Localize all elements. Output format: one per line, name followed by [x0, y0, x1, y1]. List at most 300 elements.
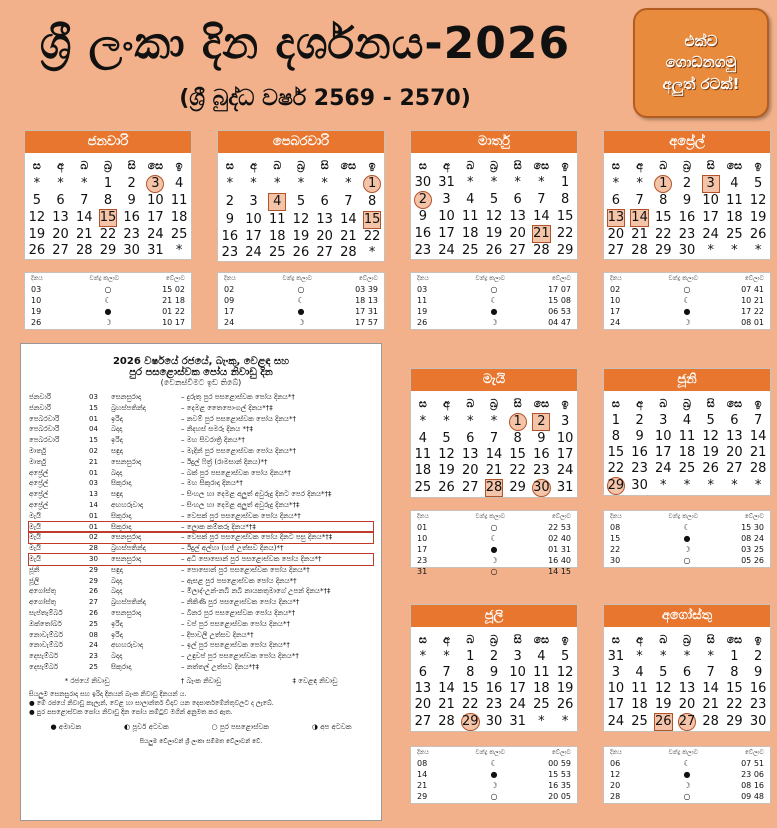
day-cell: 25: [461, 243, 479, 258]
day-cell: 1: [506, 413, 530, 431]
day-cell: 7: [635, 193, 644, 208]
weekday-label: සි: [513, 633, 522, 646]
day-cell: 23: [485, 697, 503, 712]
month-name: ජූනි: [604, 369, 770, 391]
day-cell: 18: [461, 226, 479, 241]
holiday-row: සැප්තැම්බර් 26 සෙනසුරාදා – බිනර පුර පසළොස්වක පෝය දිනය*†: [29, 608, 296, 617]
moon-row: 19 ● 06 53: [417, 307, 571, 316]
day-cell: 14: [749, 429, 767, 444]
day-cell: 7: [442, 665, 451, 680]
day-cell: 17: [655, 445, 672, 460]
day-cell: 16: [485, 681, 503, 696]
moon-header: වේලාව: [744, 749, 764, 756]
moon-header: චන්ද්‍ර කලාව: [668, 275, 699, 282]
day-cell: 24: [509, 697, 526, 712]
day-cell: 24: [655, 461, 672, 476]
weekday-label: අ: [250, 159, 257, 172]
weekday-label: ස: [418, 159, 427, 172]
day-cell: 19: [438, 463, 455, 478]
day-cell: 3: [442, 192, 451, 207]
weekday-label: සි: [127, 159, 136, 172]
month-name: ජූලි: [411, 605, 577, 627]
weekday-label: ස: [418, 397, 427, 410]
day-cell: 9: [753, 665, 763, 680]
weekday-label: ඉ: [561, 633, 569, 646]
day-cell: 29: [509, 480, 526, 495]
holiday-row: ජූලි 29 බදාදා – ඇසළ පුර පසළොස්වක පෝය දිනය*†: [29, 576, 297, 585]
day-cell: 12: [28, 210, 46, 225]
day-cell: 8: [560, 192, 570, 207]
day-cell: 4: [682, 413, 692, 428]
weekday-label: ඉ: [175, 159, 183, 172]
day-cell: 18: [726, 210, 743, 225]
weekday-label: බ: [273, 159, 282, 172]
moon-phase-table: [410, 272, 578, 330]
weekday-label: බ: [466, 159, 475, 172]
day-cell: 6: [320, 194, 329, 209]
day-cell: 22: [607, 461, 625, 476]
weekday-label: ස: [418, 633, 427, 646]
day-cell: 11: [678, 429, 696, 444]
day-cell: 9: [127, 193, 136, 208]
moon-row: 20 ☽ 08 16: [610, 781, 764, 790]
day-cell: 31: [147, 243, 164, 258]
page-title: ශ්‍රී ලංකා දින දර්ශනය-2026: [39, 18, 571, 69]
key-item: ◑ අප අටවක: [311, 722, 352, 731]
day-cell: 5: [296, 194, 306, 209]
weekday-label: බ්‍ර: [683, 159, 691, 172]
holiday-note: (වෙනස්විමට ඉඩ තිබේ): [160, 378, 242, 387]
key-item: ◐ පූර්ව අටවක: [124, 722, 169, 731]
day-cell: 3: [513, 649, 522, 664]
weekday-label: බ: [466, 633, 475, 646]
day-cell: 14: [340, 212, 357, 227]
moon-row: 02 ○ 03 39: [224, 285, 378, 294]
day-cell: 9: [682, 193, 692, 208]
day-cell: 5: [489, 192, 499, 207]
weekday-label: බ්‍ර: [683, 397, 691, 410]
day-cell: *: [754, 243, 762, 258]
day-cell: 31: [607, 649, 625, 664]
note-text: ● මේ රජයේ නිවාඩු කැලැන්, වෙළ හා සාලාන්තර් චිදාව යන දෙපාර්තමේන්තුවලට ද ලැබේ.: [29, 698, 274, 707]
holiday-row: ජනවාරි 15 බ්‍රහස්පතින්දා – දෙමළ තෛපොංගල් දිනය*†‡: [29, 403, 273, 412]
day-cell: *: [707, 649, 714, 664]
moon-phase-table: [410, 510, 578, 576]
day-cell: 15: [509, 447, 526, 462]
day-cell: 31: [556, 480, 574, 495]
day-cell: 11: [414, 447, 432, 462]
day-cell: 1: [103, 176, 113, 191]
day-cell: 3: [699, 175, 723, 193]
day-cell: 23: [123, 227, 140, 242]
moon-header: වේලාව: [551, 513, 571, 520]
day-cell: 13: [678, 681, 696, 696]
day-cell: 27: [607, 243, 625, 258]
day-cell: 20: [726, 445, 743, 460]
month-calendar: [410, 604, 578, 732]
day-cell: 17: [556, 447, 574, 462]
holiday-legend: [29, 677, 373, 686]
day-cell: 6: [682, 665, 692, 680]
moon-row: 28 ○ 09 48: [610, 792, 764, 801]
badge-line: එක්ව: [684, 32, 718, 51]
moon-row: 26 ☽ 04 47: [417, 318, 571, 327]
day-cell: 26: [28, 243, 46, 258]
day-cell: 13: [52, 210, 69, 225]
day-cell: 18: [170, 210, 188, 225]
holiday-row: මැයි 02 සෙනසුරාදා – වෙසක් පුර පසළොස්වක පෝය දිනට පසු දිනය*†‡: [29, 532, 373, 543]
moon-header: චන්ද්‍ර කලාව: [89, 275, 120, 282]
day-cell: 2: [489, 649, 499, 664]
day-cell: *: [419, 649, 427, 664]
day-cell: 17: [245, 229, 262, 244]
moon-row: 15 ● 08 24: [610, 534, 764, 543]
moon-header: චන්ද්‍ර කලාව: [475, 275, 506, 282]
moon-phase-key: [29, 723, 373, 732]
moon-row: 08 ☾ 15 30: [610, 523, 764, 532]
holiday-row: අප්‍රේල් 01 බදාදා – බක් පුර පසළොස්වක පෝය දිනය*†: [29, 468, 291, 477]
day-cell: 28: [438, 714, 455, 729]
weekday-label: බ: [466, 397, 475, 410]
day-cell: 29: [726, 714, 743, 729]
day-cell: 19: [28, 227, 46, 242]
day-cell: 21: [533, 226, 550, 241]
weekday-label: අ: [443, 633, 450, 646]
day-cell: 6: [730, 413, 739, 428]
moon-phase-table: [603, 510, 771, 568]
day-cell: 26: [438, 480, 455, 495]
day-cell: 9: [635, 429, 644, 444]
day-cell: 21: [438, 697, 455, 712]
day-cell: 22: [726, 697, 743, 712]
moon-row: 22 ☽ 03 25: [610, 545, 764, 554]
day-cell: 9: [225, 212, 234, 227]
moon-row: 14 ● 15 53: [417, 770, 571, 779]
weekday-label: බ: [659, 159, 668, 172]
moon-header: දිනය: [224, 275, 236, 282]
weekday-label: බ්‍ර: [297, 159, 305, 172]
day-cell: 1: [466, 649, 475, 664]
day-cell: 10: [607, 681, 625, 696]
day-cell: 28: [702, 714, 719, 729]
day-cell: 27: [316, 245, 333, 260]
day-cell: *: [683, 478, 691, 493]
moon-row: 23 ☽ 16 40: [417, 556, 571, 565]
holiday-notes: [29, 690, 373, 717]
day-cell: 12: [749, 193, 767, 208]
moon-row: 10 ☾ 10 21: [610, 296, 764, 305]
day-cell: 5: [442, 431, 451, 446]
weekday-label: ස: [32, 159, 41, 172]
day-cell: 21: [75, 227, 93, 242]
day-cell: 15: [556, 209, 574, 224]
day-cell: 25: [268, 245, 286, 260]
day-cell: 21: [749, 445, 767, 460]
day-cell: 29: [99, 243, 117, 258]
weekday-label: බ්‍ර: [490, 397, 498, 410]
day-cell: 19: [702, 445, 719, 460]
day-cell: *: [683, 649, 691, 664]
month-calendar: [410, 368, 578, 498]
day-cell: 22: [363, 229, 381, 244]
day-cell: 21: [631, 227, 648, 242]
moon-row: 06 ☾ 07 51: [610, 759, 764, 768]
day-cell: 31: [438, 175, 455, 190]
day-cell: *: [707, 478, 714, 493]
day-cell: *: [297, 176, 305, 191]
day-cell: 24: [245, 245, 262, 260]
moon-phase-table: [603, 272, 771, 330]
day-cell: 14: [631, 210, 648, 225]
weekday-label: අ: [443, 397, 450, 410]
day-cell: 4: [466, 192, 475, 207]
day-cell: *: [636, 176, 643, 191]
day-cell: 16: [631, 445, 648, 460]
day-cell: 7: [80, 193, 89, 208]
day-cell: 22: [99, 227, 117, 242]
moon-row: 03 ○ 15 02: [31, 285, 185, 294]
weekday-label: බ: [80, 159, 89, 172]
day-cell: 10: [509, 665, 526, 680]
day-cell: 27: [414, 714, 432, 729]
day-cell: 11: [631, 681, 648, 696]
day-cell: 3: [611, 665, 620, 680]
day-cell: 4: [418, 431, 427, 446]
weekday-label: බ: [659, 397, 668, 410]
day-cell: 25: [170, 227, 188, 242]
moon-phase-table: [410, 746, 578, 804]
day-cell: 22: [655, 227, 672, 242]
day-cell: 5: [706, 413, 715, 428]
day-cell: 8: [513, 431, 522, 446]
weekday-label: අ: [636, 633, 643, 646]
day-cell: *: [660, 649, 667, 664]
day-cell: 14: [438, 681, 455, 696]
weekday-label: බ්‍ර: [490, 633, 498, 646]
day-cell: 17: [147, 210, 164, 225]
day-cell: 20: [52, 227, 69, 242]
moon-row: 12 ● 23 06: [610, 770, 764, 779]
day-cell: 4: [635, 665, 644, 680]
holiday-row: දෙසැම්බර් 23 බදාදා – උඳුවප් පුර පසළොස්වක පෝය දිනය*†: [29, 652, 299, 661]
day-cell: 7: [489, 431, 499, 446]
day-cell: *: [514, 175, 521, 190]
badge-line: අලුත් රටක්!: [662, 74, 740, 93]
weekday-label: බ: [659, 633, 668, 646]
legend-item: ‡ වෙළඳ නිවාඩු: [292, 676, 338, 685]
day-cell: 12: [702, 429, 719, 444]
day-cell: 12: [556, 665, 574, 680]
day-cell: 28: [749, 461, 767, 476]
day-cell: 13: [607, 210, 625, 225]
day-cell: *: [538, 714, 545, 729]
day-cell: *: [490, 414, 498, 429]
day-cell: 1: [560, 175, 570, 190]
holiday-row: මාර්තු 21 සෙනසුරාදා – ඊදුල් ෆිත්‍ර් (රාමසාන් දිනය)*†: [29, 457, 268, 466]
day-cell: 25: [726, 227, 743, 242]
day-cell: 7: [706, 665, 715, 680]
moon-row: 08 ☾ 00 59: [417, 759, 571, 768]
day-cell: 21: [340, 229, 357, 244]
day-cell: 23: [533, 463, 550, 478]
moon-header: චන්ද්‍ර කලාව: [668, 749, 699, 756]
day-cell: 15: [461, 681, 479, 696]
month-calendar: [410, 130, 578, 260]
day-cell: 10: [655, 429, 672, 444]
day-cell: 3: [249, 194, 258, 209]
day-cell: 30: [631, 478, 648, 493]
day-cell: 20: [509, 226, 526, 241]
moon-header: චන්ද්‍ර කලාව: [475, 749, 506, 756]
day-cell: 6: [56, 193, 65, 208]
moon-header: දිනය: [610, 513, 622, 520]
day-cell: 26: [654, 714, 672, 729]
holiday-row: මැයි 01 සිකුරාදා – වෙසක් පුර පසළොස්වක පෝය දිනය*†: [29, 511, 301, 520]
weekday-label: සෙ: [533, 397, 550, 410]
day-cell: *: [81, 176, 88, 191]
day-cell: 14: [533, 209, 550, 224]
moon-row: 31 ○ 14 15: [417, 567, 571, 576]
day-cell: 26: [485, 243, 503, 258]
day-cell: 13: [509, 209, 526, 224]
day-cell: *: [707, 243, 714, 258]
holiday-list: [20, 343, 382, 821]
weekday-label: සි: [706, 397, 715, 410]
day-cell: *: [226, 176, 234, 191]
day-cell: 2: [530, 413, 554, 431]
month-calendar: [603, 604, 771, 732]
day-cell: 15: [726, 681, 743, 696]
weekday-label: ඉ: [561, 397, 569, 410]
day-cell: 25: [414, 480, 432, 495]
slogan-badge: [633, 8, 769, 118]
month-name: අප්‍රේල්: [604, 131, 770, 153]
month-calendar: [217, 130, 385, 262]
moon-header: වේලාව: [551, 275, 571, 282]
day-cell: 2: [753, 649, 763, 664]
day-cell: 25: [533, 697, 550, 712]
weekday-label: ස: [611, 397, 620, 410]
day-cell: 23: [631, 461, 648, 476]
day-cell: 3: [144, 175, 168, 193]
day-cell: 6: [418, 665, 427, 680]
day-cell: 18: [533, 681, 550, 696]
day-cell: *: [443, 649, 450, 664]
weekday-label: බ්‍ර: [104, 159, 112, 172]
day-cell: *: [660, 478, 667, 493]
day-cell: 1: [730, 649, 739, 664]
legend-item: * රජයේ නිවාඩු: [64, 676, 110, 685]
day-cell: 26: [556, 697, 574, 712]
day-cell: 16: [221, 229, 239, 244]
day-cell: 10: [556, 431, 574, 446]
moon-header: වේලාව: [744, 275, 764, 282]
day-cell: 20: [414, 697, 432, 712]
moon-phase-table: [24, 272, 192, 330]
day-cell: *: [731, 478, 738, 493]
day-cell: 18: [678, 445, 696, 460]
day-cell: *: [731, 243, 738, 258]
month-name: මාර්තු: [411, 131, 577, 153]
day-cell: 8: [611, 429, 620, 444]
month-calendar: [603, 130, 771, 260]
day-cell: 2: [127, 176, 136, 191]
holiday-row: පෙබරවාරි 01 ඉරිදා – නවම් පුර පසළොස්වක පෝය දිනය*†: [29, 414, 296, 423]
moon-row: 24 ☽ 08 01: [610, 318, 764, 327]
moon-header: දිනය: [417, 513, 429, 520]
day-cell: 5: [560, 649, 570, 664]
day-cell: *: [467, 414, 474, 429]
day-cell: 16: [678, 210, 696, 225]
month-calendar: [24, 130, 192, 260]
moon-row: 03 ○ 17 07: [417, 285, 571, 294]
day-cell: 15: [363, 212, 381, 227]
day-cell: 20: [607, 227, 625, 242]
month-name: පෙබරවාරි: [218, 131, 384, 153]
holiday-subtitle: පුර පසළොස්වක පෝය නිවාඩු දින: [129, 367, 273, 378]
day-cell: 22: [461, 697, 479, 712]
moon-row: 17 ● 01 31: [417, 545, 571, 554]
month-name: අගෝස්තු: [604, 605, 770, 627]
day-cell: 30: [678, 243, 696, 258]
moon-row: 09 ☾ 18 13: [224, 296, 378, 305]
holiday-row: අප්‍රේල් 13 සඳුදා – සිංහල හා දෙමළ අලුත් අවුරුදු දිනට පෙර දිනය*†‡: [29, 490, 332, 499]
page-subtitle: (ශ්‍රී බුද්ධ වර්ෂ 2569 - 2570): [179, 86, 471, 111]
day-cell: 13: [726, 429, 743, 444]
day-cell: 27: [52, 243, 69, 258]
day-cell: 5: [659, 665, 668, 680]
weekday-label: බ්‍ර: [683, 633, 691, 646]
moon-header: වේලාව: [551, 749, 571, 756]
day-cell: 8: [103, 193, 113, 208]
day-cell: 20: [461, 463, 479, 478]
day-cell: 18: [414, 463, 432, 478]
day-cell: 30: [485, 714, 503, 729]
holiday-row: මැයි 28 බ්‍රහස්පතින්දා – ඊදුල් අල්හා (හජ් උත්සව දිනය)*†: [29, 544, 284, 553]
day-cell: 30: [749, 714, 767, 729]
day-cell: 4: [730, 176, 739, 191]
day-cell: 23: [678, 227, 696, 242]
day-cell: 11: [170, 193, 188, 208]
day-cell: 19: [292, 229, 310, 244]
day-cell: 23: [749, 697, 767, 712]
moon-row: 17 ● 17 31: [224, 307, 378, 316]
day-cell: 24: [702, 227, 719, 242]
day-cell: 17: [509, 681, 526, 696]
day-cell: 8: [730, 665, 739, 680]
day-cell: 12: [292, 212, 310, 227]
holiday-row: අප්‍රේල් 03 සිකුරාදා – මහ සිකුරාදා දිනය*†: [29, 479, 243, 488]
day-cell: 16: [414, 226, 432, 241]
day-cell: 22: [509, 463, 526, 478]
day-cell: 18: [268, 229, 286, 244]
day-cell: 28: [75, 243, 93, 258]
moon-row: 26 ☽ 10 17: [31, 318, 185, 327]
weekday-label: සෙ: [726, 159, 743, 172]
day-cell: 9: [489, 665, 499, 680]
moon-row: 17 ● 17 22: [610, 307, 764, 316]
day-cell: 5: [32, 193, 41, 208]
day-cell: 14: [485, 447, 503, 462]
weekday-label: සි: [320, 159, 329, 172]
month-calendar: [603, 368, 771, 496]
moon-header: දිනය: [31, 275, 43, 282]
day-cell: 10: [702, 193, 719, 208]
weekday-label: සි: [513, 159, 522, 172]
holiday-row: ජූනි 29 සඳුදා – පොසොන් පුර පසළොස්වක පෝය දිනය*†: [29, 565, 310, 574]
day-cell: 24: [556, 463, 574, 478]
day-cell: 26: [749, 227, 767, 242]
